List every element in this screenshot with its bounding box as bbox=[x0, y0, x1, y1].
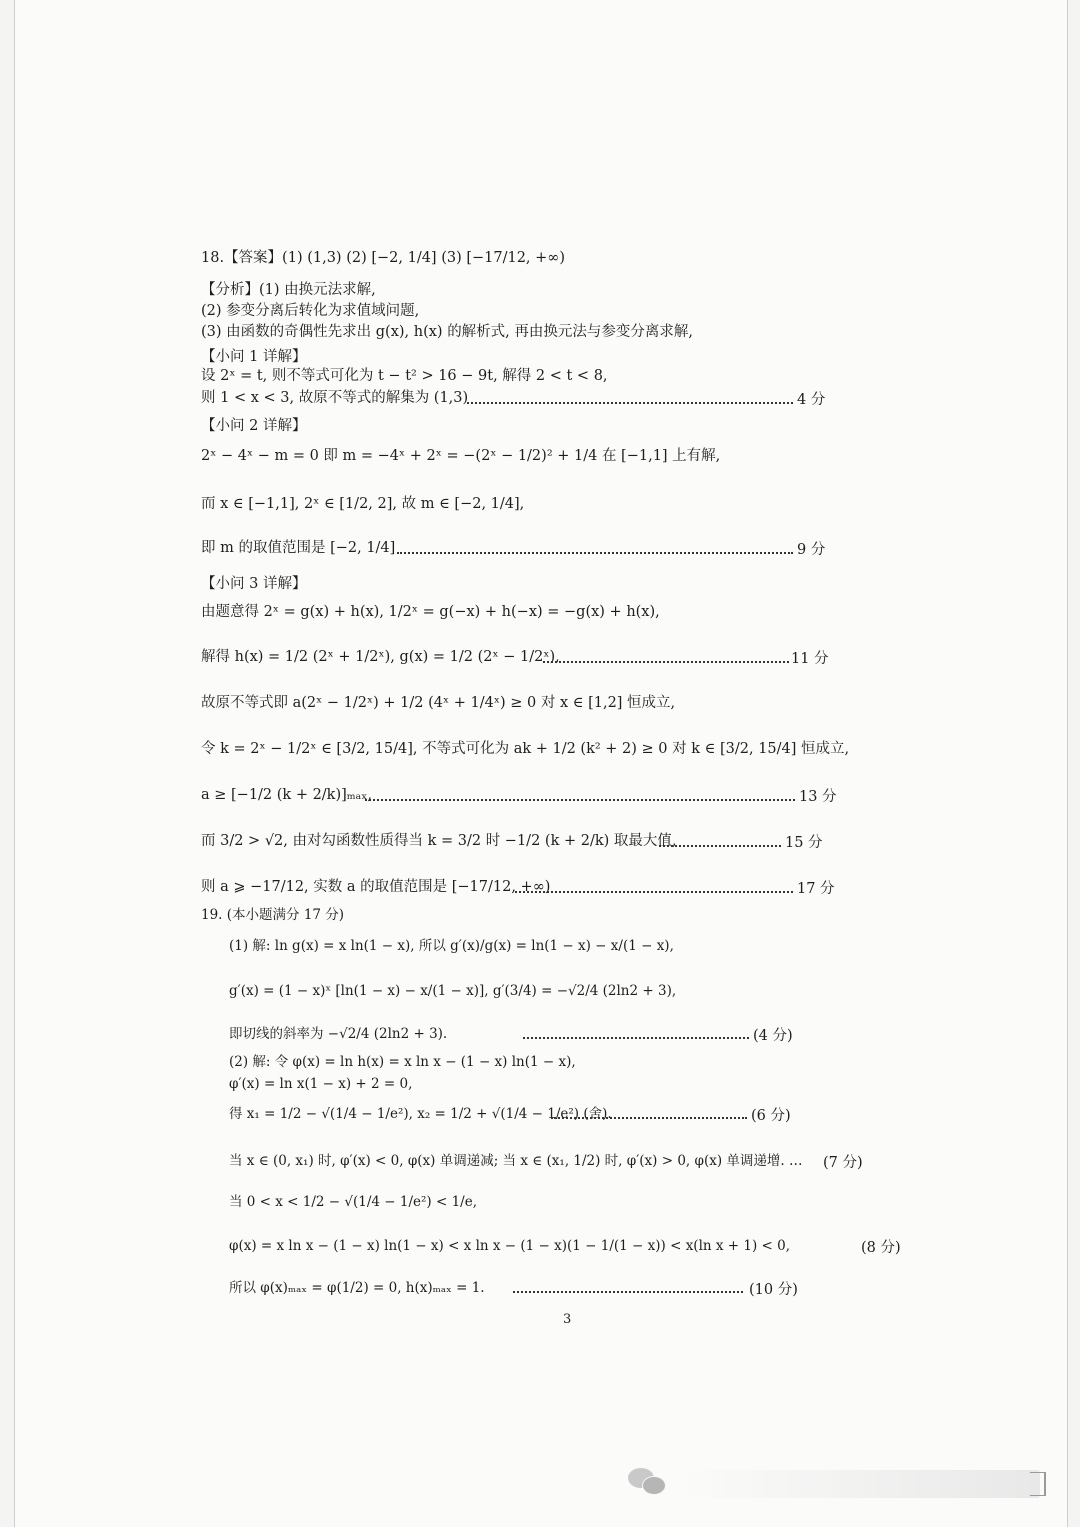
q18-sub3-line2: 解得 h(x) = 1/2 (2ˣ + 1/2ˣ), g(x) = 1/2 (2ˣ − 1/2ˣ), bbox=[201, 649, 560, 665]
q18-sub2-points: 9 分 bbox=[797, 542, 826, 558]
leader-dots bbox=[515, 891, 793, 893]
q19-part2-line3-points: (6 分) bbox=[751, 1108, 791, 1124]
q18-answer: 18.【答案】(1) (1,3) (2) [−2, 1/4] (3) [−17/12, +∞) bbox=[201, 250, 566, 266]
q18-sub2-line1: 2ˣ − 4ˣ − m = 0 即 m = −4ˣ + 2ˣ = −(2ˣ − 1/2)² + 1/4 在 [−1,1] 上有解, bbox=[201, 448, 721, 464]
q18-sub3-line6: 而 3/2 > √2, 由对勾函数性质得当 k = 3/2 时 −1/2 (k + 2/k) 取最大值, bbox=[201, 833, 677, 849]
q19-part1-line1: (1) 解: ln g(x) = x ln(1 − x), 所以 g′(x)/g(x) = ln(1 − x) − x/(1 − x), bbox=[229, 938, 674, 954]
watermark-edge bbox=[1030, 1472, 1046, 1496]
q18-sub3-line6-points: 15 分 bbox=[785, 835, 823, 851]
q19-part2-line5: 当 0 < x < 1/2 − √(1/4 − 1/e²) < 1/e, bbox=[229, 1194, 478, 1210]
q19-part2-line6-points: (8 分) bbox=[861, 1240, 901, 1256]
leader-dots bbox=[659, 845, 781, 847]
leader-dots bbox=[543, 661, 789, 663]
leader-dots bbox=[467, 402, 793, 404]
q18-sub1-line1: 设 2ˣ = t, 则不等式可化为 t − t² > 16 − 9t, 解得 2 < t < 8, bbox=[201, 368, 608, 384]
leader-dots bbox=[397, 552, 793, 554]
q18-sub1-heading: 【小问 1 详解】 bbox=[201, 349, 307, 365]
q18-analysis-3: (3) 由函数的奇偶性先求出 g(x), h(x) 的解析式, 再由换元法与参变分离求解, bbox=[201, 324, 694, 340]
q19-part2-line6: φ(x) = x ln x − (1 − x) ln(1 − x) < x ln x − (1 − x)(1 − 1/(1 − x)) < x(ln x + 1) < 0, bbox=[229, 1238, 791, 1254]
watermark-banner bbox=[680, 1470, 1040, 1498]
q19-heading: 19. (本小题满分 17 分) bbox=[201, 907, 345, 923]
q18-analysis-head: 【分析】(1) 由换元法求解, bbox=[201, 282, 376, 298]
leader-dots bbox=[365, 799, 795, 801]
q18-sub2-line2: 而 x ∈ [−1,1], 2ˣ ∈ [1/2, 2], 故 m ∈ [−2, 1/4], bbox=[201, 496, 525, 512]
wechat-icon bbox=[628, 1462, 672, 1498]
q18-sub3-line2-points: 11 分 bbox=[791, 651, 829, 667]
q18-sub1-line2: 则 1 < x < 3, 故原不等式的解集为 (1,3) bbox=[201, 390, 469, 406]
q19-part2-line2: φ′(x) = ln x(1 − x) + 2 = 0, bbox=[229, 1076, 413, 1092]
q19-part1-line3: 即切线的斜率为 −√2/4 (2ln2 + 3). bbox=[229, 1026, 448, 1042]
q19-part1-points: (4 分) bbox=[753, 1028, 793, 1044]
leader-dots bbox=[551, 1117, 747, 1119]
answer-sheet-page bbox=[14, 0, 1068, 1527]
q18-analysis-2: (2) 参变分离后转化为求值域问题, bbox=[201, 303, 420, 319]
q19-part1-line2: g′(x) = (1 − x)ˣ [ln(1 − x) − x/(1 − x)], g′(3/4) = −√2/4 (2ln2 + 3), bbox=[229, 983, 677, 999]
q19-part2-line4: 当 x ∈ (0, x₁) 时, φ′(x) < 0, φ(x) 单调递减; 当 x ∈ (x₁, 1/2) 时, φ′(x) > 0, φ(x) 单调递增. … bbox=[229, 1153, 803, 1169]
q19-part2-line7-points: (10 分) bbox=[749, 1282, 798, 1298]
q19-part2-line7: 所以 φ(x)ₘₐₓ = φ(1/2) = 0, h(x)ₘₐₓ = 1. bbox=[229, 1280, 485, 1296]
q19-part2-line3: 得 x₁ = 1/2 − √(1/4 − 1/e²), x₂ = 1/2 + √(1/4 − 1/e²) (舍). bbox=[229, 1106, 612, 1122]
q19-part2-line4-points: (7 分) bbox=[823, 1155, 863, 1171]
leader-dots bbox=[513, 1291, 743, 1293]
q18-sub3-line1: 由题意得 2ˣ = g(x) + h(x), 1/2ˣ = g(−x) + h(−x) = −g(x) + h(x), bbox=[201, 604, 660, 620]
q18-sub3-line4: 令 k = 2ˣ − 1/2ˣ ∈ [3/2, 15/4], 不等式可化为 ak + 1/2 (k² + 2) ≥ 0 对 k ∈ [3/2, 15/4] 恒成立, bbox=[201, 741, 850, 757]
q18-sub1-points: 4 分 bbox=[797, 392, 826, 408]
q19-part2-line1: (2) 解: 令 φ(x) = ln h(x) = x ln x − (1 − x) ln(1 − x), bbox=[229, 1054, 576, 1070]
q18-sub3-line5: a ≥ [−1/2 (k + 2/k)]ₘₐₓ, bbox=[201, 787, 373, 803]
page-number: 3 bbox=[563, 1312, 572, 1327]
q18-sub3-line7: 则 a ⩾ −17/12, 实数 a 的取值范围是 [−17/12, +∞) bbox=[201, 879, 551, 895]
q18-sub2-line3: 即 m 的取值范围是 [−2, 1/4] bbox=[201, 540, 396, 556]
q18-sub3-line3: 故原不等式即 a(2ˣ − 1/2ˣ) + 1/2 (4ˣ + 1/4ˣ) ≥ 0 对 x ∈ [1,2] 恒成立, bbox=[201, 695, 676, 711]
q18-sub3-line7-points: 17 分 bbox=[797, 881, 835, 897]
q18-sub3-heading: 【小问 3 详解】 bbox=[201, 576, 307, 592]
q18-sub3-line5-points: 13 分 bbox=[799, 789, 837, 805]
leader-dots bbox=[523, 1037, 749, 1039]
q18-sub2-heading: 【小问 2 详解】 bbox=[201, 418, 307, 434]
